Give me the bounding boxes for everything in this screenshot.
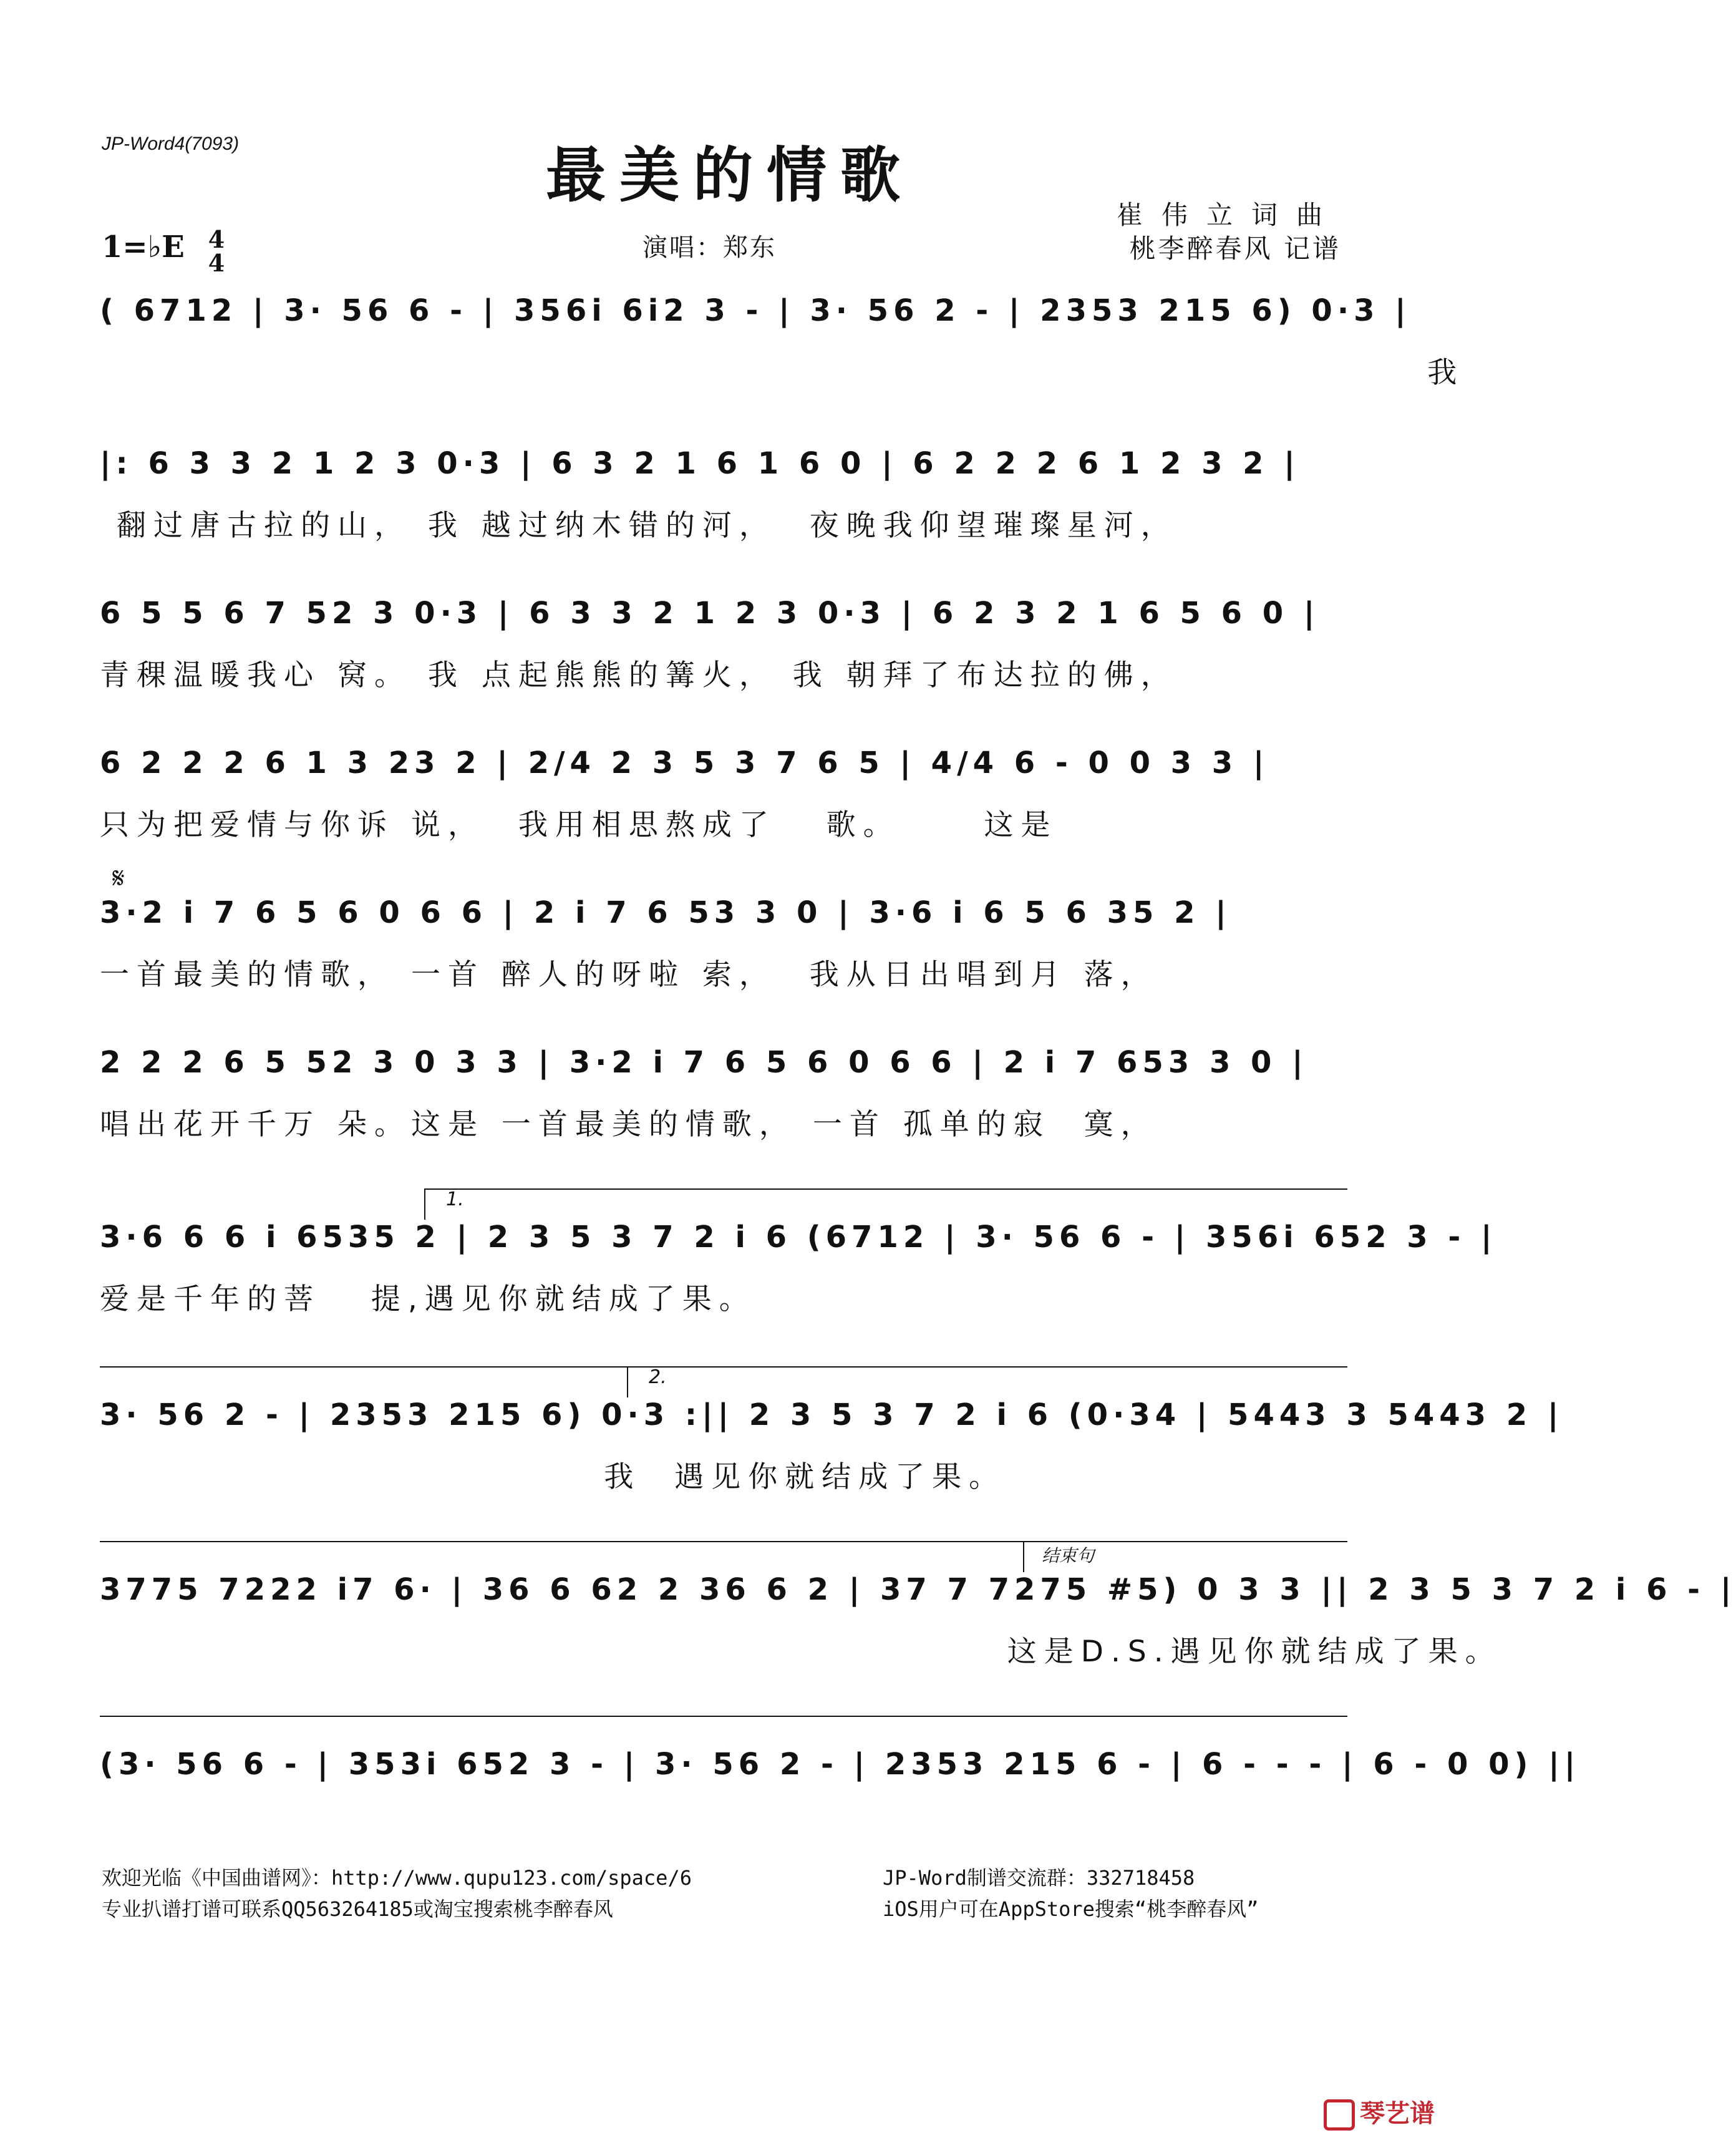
brand-watermark [1324,2094,1435,2131]
footer-right-line2: iOS用户可在AppStore搜索“桃李醉春风” [883,1897,1259,1921]
lyric-line: 一首最美的情歌， 一首 醉人的呀啦 索， 我从日出唱到月 落， [100,958,1158,992]
song-title: 最美的情歌 [546,140,914,210]
time-signature [203,225,230,277]
lyric-line: 这是D.S.遇见你就结成了果。 [100,1635,1502,1669]
qinyipu-logo-icon [1324,2099,1355,2131]
footer-right-line1: JP-Word制谱交流群：332718458 [883,1866,1195,1890]
volta-bracket [100,1541,1347,1542]
composer-credit: 崔伟立词曲 [1116,200,1341,230]
notation-line: |: 6 3 3 2 1 2 3 0·3 | 6 3 2 1 6 1 6 0 | 6 2 2 2 6 1 2 3 2 | [100,446,1300,481]
volta-bracket-edge [627,1366,628,1397]
footer-left-line2: 专业扒谱打谱可联系QQ563264185或淘宝搜索桃李醉春风 [102,1897,613,1921]
volta-bracket [424,1188,1347,1190]
notation-line: ( 6712 | 3· 56 6 - | 356i 6i2 3 - | 3· 56 2 - | 2353 215 6) 0·3 | [100,293,1411,328]
lyric-line: 青稞温暖我心 窝。 我 点起熊熊的篝火， 我 朝拜了布达拉的佛， [100,658,1178,693]
notation-line: (3· 56 6 - | 353i 652 3 - | 3· 56 2 - | 2353 215 6 - | 6 - - - | 6 - 0 0) || [100,1747,1581,1782]
notation-line: 3·6 6 6 i 6535 2 | 2 3 5 3 7 2 i 6 (6712 | 3· 56 6 - | 356i 652 3 - | [100,1220,1497,1255]
lyric-line: 翻过唐古拉的山， 我 越过纳木错的河， 夜晚我仰望璀璨星河， [100,508,1178,543]
transcriber-credit: 桃李醉春风 记谱 [1129,233,1341,264]
time-bottom: 4 [208,249,225,277]
notation-line: 6 5 5 6 7 52 3 0·3 | 6 3 3 2 1 2 3 0·3 | 6 2 3 2 1 6 5 6 0 | [100,596,1320,631]
volta-bracket [100,1366,1347,1368]
notation-line: 3· 56 2 - | 2353 215 6) 0·3 :|| 2 3 5 3 7 2 i 6 (0·34 | 5443 3 5443 2 | [100,1397,1564,1432]
time-top: 4 [208,225,225,253]
software-tag: JP-Word4(7093) [102,134,240,154]
notation-line: 3775 7222 i7 6· | 36 6 62 2 36 6 2 | 37 7 7275 #5) 0 3 3 || 2 3 5 3 7 2 i 6 - | [100,1572,1736,1607]
volta-label: 2. [649,1366,667,1388]
lyric-line: 我 遇见你就结成了果。 [100,1460,1006,1494]
singer: 演唱：郑东 [643,233,777,262]
lyric-line: 爱是千年的菩 提,遇见你就结成了果。 [100,1282,756,1316]
top-rule [100,1716,1347,1717]
volta-bracket-edge [1023,1541,1024,1572]
volta-label: 1. [446,1188,464,1210]
lyric-line: 我 [100,356,1465,390]
volta-label: 结束句 [1042,1545,1095,1566]
lyric-line: 只为把爱情与你诉 说， 我用相思熬成了 歌。 这是 [100,808,1058,842]
volta-bracket-edge [424,1188,425,1220]
key-signature: 1=♭E [102,230,185,265]
footer-left-line1: 欢迎光临《中国曲谱网》：http://www.qupu123.com/space/6 [102,1866,692,1890]
segno-sign: 𝄋 [112,861,125,895]
notation-line: 3·2 i 7 6 5 6 0 6 6 | 2 i 7 6 53 3 0 | 3·6 i 6 5 6 35 2 | [100,895,1231,930]
brand-text: 琴艺谱 [1360,2099,1435,2128]
lyric-line: 唱出花开千万 朵。这是 一首最美的情歌， 一首 孤单的寂 寞， [100,1107,1158,1142]
notation-line: 6 2 2 2 6 1 3 23 2 | 2/4 2 3 5 3 7 6 5 | 4/4 6 - 0 0 3 3 | [100,746,1269,780]
notation-line: 2 2 2 6 5 52 3 0 3 3 | 3·2 i 7 6 5 6 0 6 6 | 2 i 7 653 3 0 | [100,1045,1308,1080]
